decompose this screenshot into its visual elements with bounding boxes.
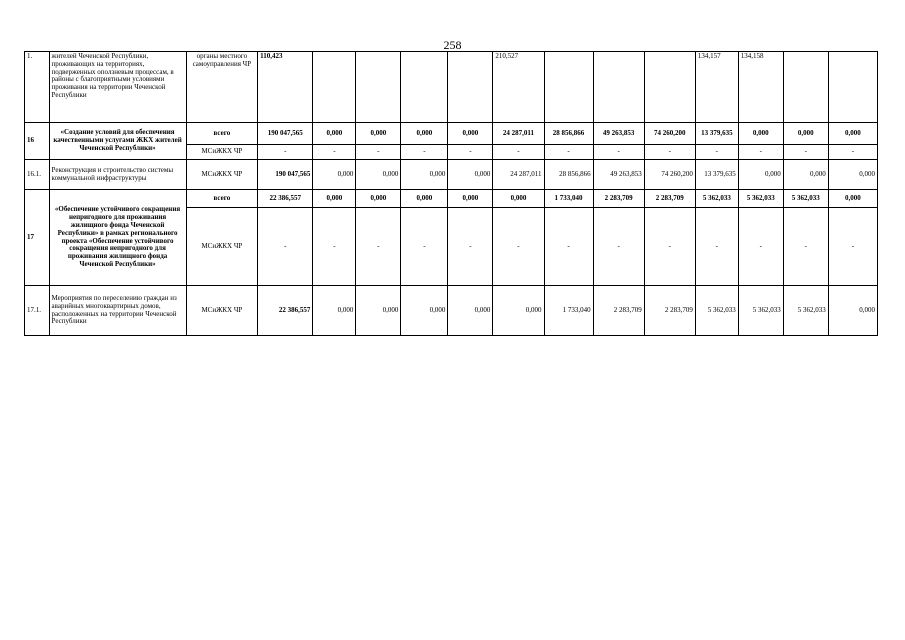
- row-index: 16.1.: [25, 160, 50, 190]
- value-cell: 49 263,853: [593, 160, 644, 190]
- value-cell: [448, 52, 493, 123]
- value-cell: -: [593, 208, 644, 286]
- value-cell: 28 856,866: [544, 160, 593, 190]
- row-executor: всего: [186, 123, 258, 145]
- value-cell: 13 379,635: [695, 160, 738, 190]
- value-cell: -: [695, 145, 738, 160]
- value-cell: 0,000: [401, 160, 448, 190]
- row-executor: МСиЖКХ ЧР: [186, 145, 258, 160]
- value-cell: 0,000: [356, 190, 401, 208]
- value-cell: 0,000: [313, 286, 356, 336]
- page-number: 258: [443, 38, 462, 52]
- value-cell: 22 386,557: [258, 286, 313, 336]
- table-row: [25, 123, 878, 145]
- value-cell: 190 047,565: [258, 123, 313, 145]
- value-cell: [356, 52, 401, 123]
- value-cell: 210,527: [493, 52, 544, 123]
- value-cell: -: [401, 145, 448, 160]
- value-cell: 0,000: [828, 123, 877, 145]
- value-cell: -: [448, 208, 493, 286]
- value-cell: -: [783, 208, 828, 286]
- value-cell: -: [544, 145, 593, 160]
- value-cell: -: [828, 208, 877, 286]
- value-cell: -: [695, 208, 738, 286]
- value-cell: 0,000: [356, 123, 401, 145]
- table-row: [25, 190, 878, 208]
- value-cell: 0,000: [401, 190, 448, 208]
- budget-table: [24, 51, 878, 336]
- row-name: Реконструкция и строительство системы коммунальной инфраструктуры: [49, 160, 186, 190]
- value-cell: 0,000: [401, 286, 448, 336]
- value-cell: -: [356, 145, 401, 160]
- value-cell: 5 362,033: [783, 190, 828, 208]
- value-cell: -: [493, 208, 544, 286]
- row-name: Мероприятия по переселению граждан из аварийных многоквартирных домов, расположенных на территории Чеченской Республики: [49, 286, 186, 336]
- value-cell: 5 362,033: [695, 286, 738, 336]
- value-cell: 74 260,200: [644, 160, 695, 190]
- value-cell: -: [644, 208, 695, 286]
- value-cell: [401, 52, 448, 123]
- value-cell: 134,158: [738, 52, 783, 123]
- value-cell: 1 733,040: [544, 190, 593, 208]
- row-index: 17: [25, 190, 50, 286]
- value-cell: 5 362,033: [738, 286, 783, 336]
- value-cell: -: [401, 208, 448, 286]
- value-cell: -: [644, 145, 695, 160]
- value-cell: [783, 52, 828, 123]
- value-cell: 5 362,033: [695, 190, 738, 208]
- value-cell: 28 856,866: [544, 123, 593, 145]
- value-cell: 0,000: [313, 190, 356, 208]
- value-cell: [644, 52, 695, 123]
- value-cell: 0,000: [448, 123, 493, 145]
- value-cell: -: [356, 208, 401, 286]
- value-cell: 2 283,709: [593, 190, 644, 208]
- value-cell: 1 733,040: [544, 286, 593, 336]
- value-cell: 5 362,033: [783, 286, 828, 336]
- value-cell: [828, 52, 877, 123]
- row-name: жителей Чеченской Республики, проживающих на территориях, подверженных оползневым процессам, в районы с благоприятными условиями проживания на территории Чеченской Республики: [49, 52, 186, 123]
- value-cell: 0,000: [738, 160, 783, 190]
- value-cell: 5 362,033: [738, 190, 783, 208]
- value-cell: 0,000: [493, 286, 544, 336]
- value-cell: -: [448, 145, 493, 160]
- row-executor: МСиЖКХ ЧР: [186, 160, 258, 190]
- value-cell: 0,000: [313, 123, 356, 145]
- value-cell: 2 283,709: [593, 286, 644, 336]
- value-cell: -: [493, 145, 544, 160]
- value-cell: -: [828, 145, 877, 160]
- value-cell: [313, 52, 356, 123]
- value-cell: 0,000: [783, 123, 828, 145]
- row-name: «Обеспечение устойчивого сокращения непригодного для проживания жилищного фонда Чеченской Республики» в рамках регионального проекта «Обеспечение устойчивого сокращения непригодного для проживания жилищного фонда Чеченской Республики»: [49, 190, 186, 286]
- value-cell: 0,000: [356, 160, 401, 190]
- value-cell: 24 287,011: [493, 123, 544, 145]
- value-cell: 2 283,709: [644, 286, 695, 336]
- row-executor: органы местного самоуправления ЧР: [186, 52, 258, 123]
- row-executor: МСиЖКХ ЧР: [186, 286, 258, 336]
- value-cell: 0,000: [313, 160, 356, 190]
- value-cell: -: [258, 145, 313, 160]
- value-cell: 0,000: [828, 160, 877, 190]
- value-cell: 49 263,853: [593, 123, 644, 145]
- value-cell: 13 379,635: [695, 123, 738, 145]
- value-cell: -: [783, 145, 828, 160]
- value-cell: 0,000: [783, 160, 828, 190]
- row-executor: всего: [186, 190, 258, 208]
- row-index: 16: [25, 123, 50, 160]
- value-cell: [593, 52, 644, 123]
- value-cell: 0,000: [401, 123, 448, 145]
- value-cell: 74 260,200: [644, 123, 695, 145]
- value-cell: 190 047,565: [258, 160, 313, 190]
- value-cell: 24 287,011: [493, 160, 544, 190]
- value-cell: -: [544, 208, 593, 286]
- value-cell: -: [738, 145, 783, 160]
- value-cell: 134,157: [695, 52, 738, 123]
- value-cell: 0,000: [493, 190, 544, 208]
- value-cell: -: [738, 208, 783, 286]
- row-index: 17.1.: [25, 286, 50, 336]
- value-cell: -: [593, 145, 644, 160]
- row-executor: МСиЖКХ ЧР: [186, 208, 258, 286]
- value-cell: 0,000: [356, 286, 401, 336]
- value-cell: 2 283,709: [644, 190, 695, 208]
- value-cell: 0,000: [448, 286, 493, 336]
- table-row: [25, 286, 878, 336]
- value-cell: 110,423: [258, 52, 313, 123]
- row-name: «Создание условий для обеспечения качественными услугами ЖКХ жителей Чеченской Республики»: [49, 123, 186, 160]
- value-cell: 22 386,557: [258, 190, 313, 208]
- value-cell: 0,000: [828, 286, 877, 336]
- table-row: [25, 160, 878, 190]
- value-cell: -: [258, 208, 313, 286]
- value-cell: 0,000: [448, 160, 493, 190]
- value-cell: 0,000: [738, 123, 783, 145]
- row-index: 1.: [25, 52, 50, 123]
- value-cell: -: [313, 145, 356, 160]
- value-cell: [544, 52, 593, 123]
- value-cell: -: [313, 208, 356, 286]
- table-row: [25, 52, 878, 123]
- value-cell: 0,000: [448, 190, 493, 208]
- value-cell: 0,000: [828, 190, 877, 208]
